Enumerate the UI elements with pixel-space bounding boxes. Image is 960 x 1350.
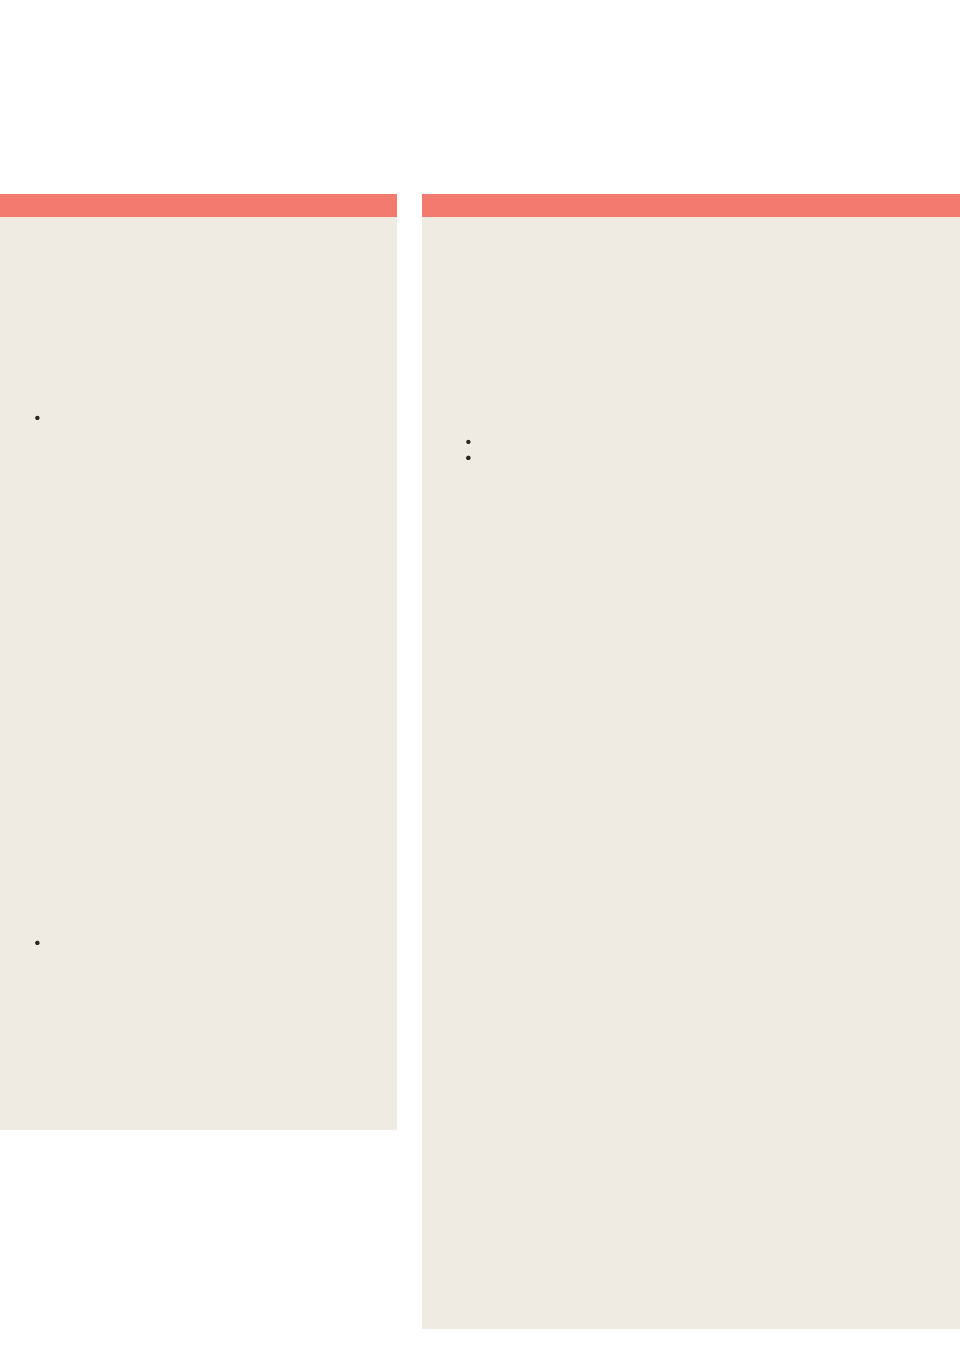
right-panel bbox=[422, 217, 960, 1329]
education-section bbox=[464, 255, 924, 273]
skills-section bbox=[33, 929, 363, 935]
experience-section bbox=[464, 428, 919, 450]
checker-pattern-top-right bbox=[750, 0, 960, 195]
checker-pattern-bottom-left bbox=[0, 1130, 397, 1335]
achievements-section bbox=[33, 388, 378, 410]
left-header-bar bbox=[0, 194, 397, 217]
right-header-bar bbox=[422, 194, 960, 217]
left-panel bbox=[0, 217, 397, 1130]
